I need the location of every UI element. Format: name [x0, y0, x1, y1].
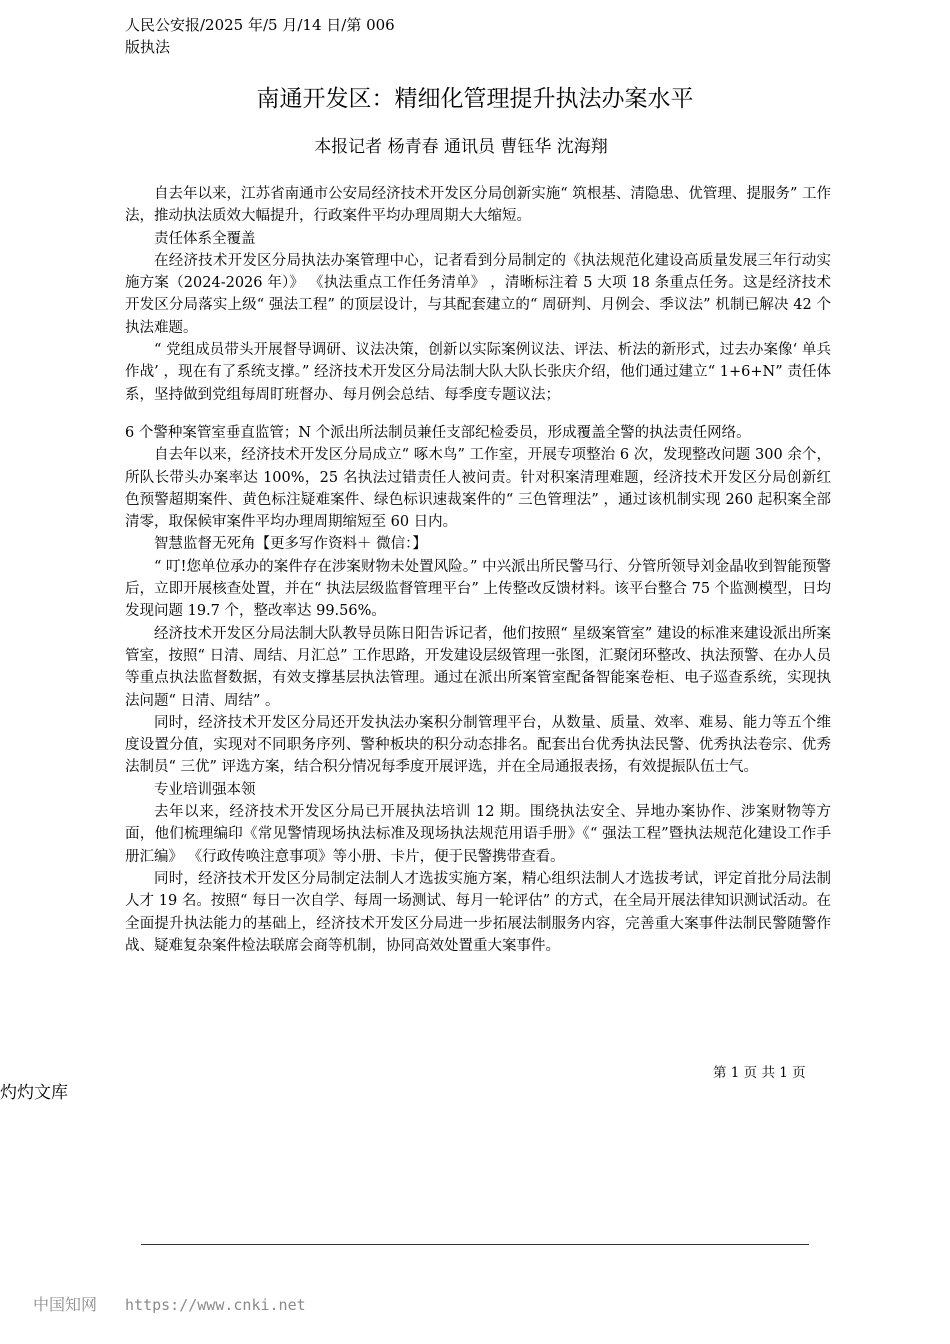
paragraph: 在经济技术开发区分局执法办案管理中心，记者看到分局制定的《执法规范化建设高质量发展三年行动实施方案（2024-2026 年）》 《执法重点工作任务清单》 ，清晰标注着 5 大项 18 条重点任务。这是经济技术开发区分局落实上级“ 强法工程” 的顶层设计，与其配套建立的“ 周研判、月例会、季议法” 机制已解决 42 个执法难题。	[125, 252, 831, 336]
source-header	[125, 14, 545, 58]
section-heading: 专业培训强本领	[154, 781, 256, 798]
section-heading: 智慧监督无死角【更多写作资料＋ 微信：】	[154, 536, 427, 553]
paragraph: 同时，经济技术开发区分局还开发执法办案积分制管理平台，从数量、质量、效率、难易、能力等五个维度设置分值，实现对不同职务序列、警种板块的积分动态排名。配套出台优秀执法民警、优秀执法卷宗、优秀法制员“ 三优” 评选方案，结合积分情况每季度开展评选，并在全局通报表扬，有效提振队伍士气。	[125, 714, 831, 776]
paragraph: 去年以来，经济技术开发区分局已开展执法培训 12 期。围绕执法安全、异地办案协作、涉案财物等方面，他们梳理编印《常见警情现场执法标准及现场执法规范用语手册》《“ 强法工程”暨执法规范化建设工作手册汇编》 《行政传唤注意事项》等小册、卡片，便于民警携带查看。	[125, 804, 831, 865]
paragraph-continuation: 6 个警种案管室垂直监管；N 个派出所法制员兼任支部纪检委员，形成覆盖全警的执法责任网络。	[125, 424, 751, 441]
paragraph: “ 党组成员带头开展督导调研、议法决策，创新以实际案例议法、评法、析法的新形式，过去办案像‘ 单兵作战’ ，现在有了系统支撑。” 经济技术开发区分局法制大队大队长张庆介绍，他们通过建立“ 1+6+N” 责任体系，坚持做到党组每周盯班督办、每月例会总结、每季度专题议法；	[125, 342, 831, 403]
footer-site-name: 中国知网	[33, 1295, 98, 1314]
article-title: 南通开发区：精细化管理提升执法办案水平	[256, 86, 694, 112]
section-line: 版执法	[125, 38, 171, 56]
article-byline: 本报记者 杨青春 通讯员 曹钰华 沈海翔	[314, 137, 608, 157]
footer	[33, 1293, 306, 1317]
paragraph: 自去年以来，江苏省南通市公安局经济技术开发区分局创新实施“ 筑根基、清隐患、优管理、提服务” 工作法，推动执法质效大幅提升，行政案件平均办理周期大大缩短。	[125, 186, 831, 225]
paragraph: 自去年以来，经济技术开发区分局成立“ 啄木鸟” 工作室，开展专项整治 6 次，发现整改问题 300 余个，所队长带头办案率达 100%，25 名执法过错责任人被问责。针对积案清理难题，经济技术开发区分局创新红色预警超期案件、黄色标注疑难案件、绿色标识速裁案件的“ 三色管理法” ，通过该机制实现 260 起积案全部清零，取保候审案件平均办理周期缩短至 60 日内。	[125, 447, 831, 531]
paragraph: 经济技术开发区分局法制大队教导员陈日阳告诉记者，他们按照“ 星级案管室” 建设的标准来建设派出所案管室，按照“ 日清、周结、月汇总” 工作思路，开发建设层级管理一张图，汇聚闭环整改、执法预警、在办人员等重点执法监督数据，有效支撑基层执法管理。通过在派出所案管室配备智能案卷柜、电子巡查系统，实现执法问题“ 日清、周结” 。	[125, 625, 831, 709]
article-body	[125, 183, 831, 957]
footer-site-url[interactable]: https://www.cnki.net	[125, 1296, 306, 1314]
footer-divider	[141, 1244, 809, 1245]
paragraph: 同时，经济技术开发区分局制定法制人才选拔实施方案，精心组织法制人才选拔考试，评定首批分局法制人才 19 名。按照“ 每日一次自学、每周一场测试、每月一轮评估” 的方式，在全局开展法律知识测试活动。在全面提升执法能力的基础上，经济技术开发区分局进一步拓展法制服务内容，完善重大案事件法制民警随警作战、疑难复杂案件检法联席会商等机制，协同高效处置重大案事件。	[125, 870, 831, 954]
source-line: 人民公安报/2025 年/5 月/14 日/第 006	[125, 16, 395, 34]
page-number: 第 1 页 共 1 页	[713, 1065, 806, 1081]
paragraph: “ 叮!您单位承办的案件存在涉案财物未处置风险。” 中兴派出所民警马行、分管所领导刘金晶收到智能预警后，立即开展核查处置，并在“ 执法层级监督管理平台” 上传整改反馈材料。该平台整合 75 个监测模型，日均发现问题 19.7 个，整改率达 99.56%。	[125, 558, 831, 620]
watermark-text: 灼灼文库	[0, 1083, 68, 1103]
section-heading: 责任体系全覆盖	[154, 230, 256, 247]
